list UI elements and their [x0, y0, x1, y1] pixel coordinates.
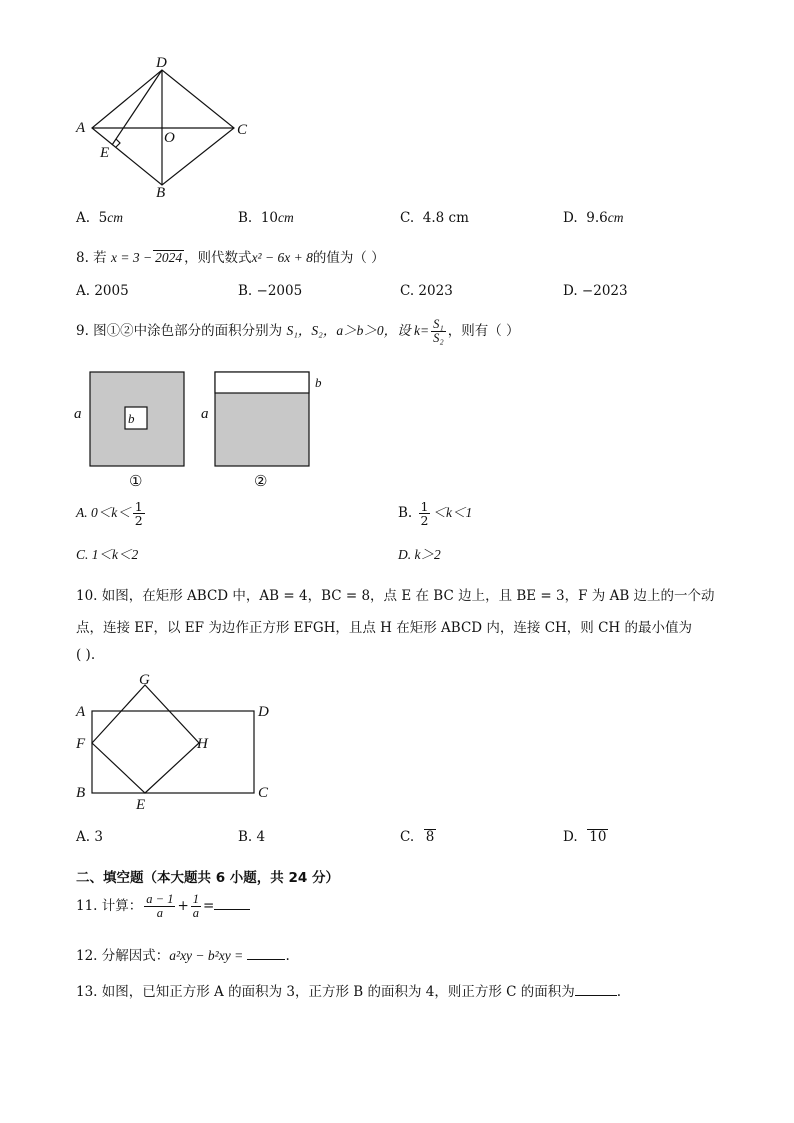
q13-answer-blank[interactable] [575, 983, 617, 996]
label-a: A [76, 120, 86, 136]
q9-option-b[interactable]: B. $\frac{1}{2}$ ＜k＜1 [398, 499, 473, 529]
q8-stem: 8. 若 x = 3 − 2024 ，则代数式x² − 6x + 8的值为（ ） [76, 250, 385, 266]
fig1-label-a: a [74, 406, 82, 422]
label-c: C [237, 122, 248, 138]
fraction-a-minus-1-over-a: $\frac{a - 1}{a}$ [146, 892, 174, 921]
label-o: O [164, 130, 175, 146]
label-b: B [76, 785, 86, 801]
q8-option-d[interactable]: D. −2023 [563, 283, 628, 299]
sqrt-8: 8 [425, 829, 435, 845]
label-d: D [156, 55, 167, 71]
q7-option-b[interactable]: B. 10cm [238, 210, 294, 226]
q9-option-c[interactable]: C. 1＜k＜2 [76, 547, 139, 562]
q7-option-d[interactable]: D. 9.6cm [563, 210, 624, 226]
q9-option-d[interactable]: D. k＞2 [398, 547, 441, 562]
label-h: H [197, 736, 208, 752]
q9-stem: 9. 图①②中涂色部分的面积分别为 S₁，S₂，a＞b＞0，设 k= $\frac{\text{S₁}}{\text{S₂}}$ ，则有（ ） [76, 317, 520, 346]
q7-option-c[interactable]: C. 4.8 cm [400, 210, 469, 226]
q8-option-c[interactable]: C. 2023 [400, 283, 453, 299]
fig1-label-b: b [128, 411, 135, 426]
q8-option-a[interactable]: A. 2005 [76, 283, 129, 299]
fraction-one-half: $\frac{1}{2}$ [420, 499, 429, 529]
square-efgh [92, 685, 199, 793]
fig2-caption: ② [254, 474, 268, 490]
sqrt-2024: 2024 [155, 250, 183, 265]
q8-option-b[interactable]: B. −2005 [238, 283, 303, 299]
section-title-fill-in: 二、填空题（本大题共 6 小题，共 24 分） [76, 870, 339, 886]
q9-option-a[interactable]: A. 0＜k＜ $\frac{1}{2}$ [76, 499, 143, 529]
fraction-1-over-a: $\frac{1}{a}$ [192, 892, 200, 921]
q7-option-a[interactable]: A. 5cm [76, 210, 123, 226]
q13-stem: 13. 如图，已知正方形 A 的面积为 3，正方形 B 的面积为 4，则正方形 C 的面积为 . [76, 984, 622, 1000]
q10-stem-line3: ( ). [76, 647, 96, 663]
label-g: G [139, 672, 150, 688]
label-d: D [258, 704, 269, 720]
q10-stem-line1: 10. 如图，在矩形 ABCD 中，AB = 4，BC = 8，点 E 在 BC 边上，且 BE = 3，F 为 AB 边上的一个动 [76, 588, 715, 604]
fig2-strip [215, 372, 309, 393]
right-angle-mark-e [116, 139, 120, 147]
segment-de [112, 70, 162, 145]
q9-figures [70, 365, 340, 495]
q10-rectangle-figure [70, 670, 290, 815]
q10-stem-line2: 点，连接 EF，以 EF 为边作正方形 EFGH，且点 H 在矩形 ABCD 内，连接 CH，则 CH 的最小值为 [76, 620, 692, 636]
fraction-one-half: $\frac{1}{2}$ [134, 499, 143, 529]
label-a: A [76, 704, 86, 720]
label-b: B [156, 185, 166, 201]
q11-answer-blank[interactable] [214, 897, 250, 910]
label-c: C [258, 785, 269, 801]
fig2-label-b: b [315, 375, 322, 390]
fig1-caption: ① [129, 474, 143, 490]
fig2-label-a: a [201, 406, 209, 422]
q7-rhombus-figure [70, 55, 260, 205]
fraction-s1-s2: $\frac{\text{S₁}}{\text{S₂}}$ [433, 317, 444, 346]
rectangle-abcd [92, 711, 254, 793]
q12-stem: 12. 分解因式：a²xy − b²xy = . [76, 948, 290, 964]
q11-stem: 11. 计算： $\frac{a - 1}{a}$ + $\frac{1}{a}$ = [76, 893, 250, 920]
label-f: F [76, 736, 86, 752]
q10-option-a[interactable]: A. 3 [76, 829, 103, 845]
q10-option-c[interactable]: C. 8 [400, 829, 435, 845]
label-e: E [100, 145, 110, 161]
q10-option-b[interactable]: B. 4 [238, 829, 266, 845]
sqrt-10: 10 [589, 829, 607, 845]
q10-option-d[interactable]: D. 10 [563, 829, 607, 845]
q12-answer-blank[interactable] [247, 947, 285, 960]
label-e: E [136, 797, 146, 813]
